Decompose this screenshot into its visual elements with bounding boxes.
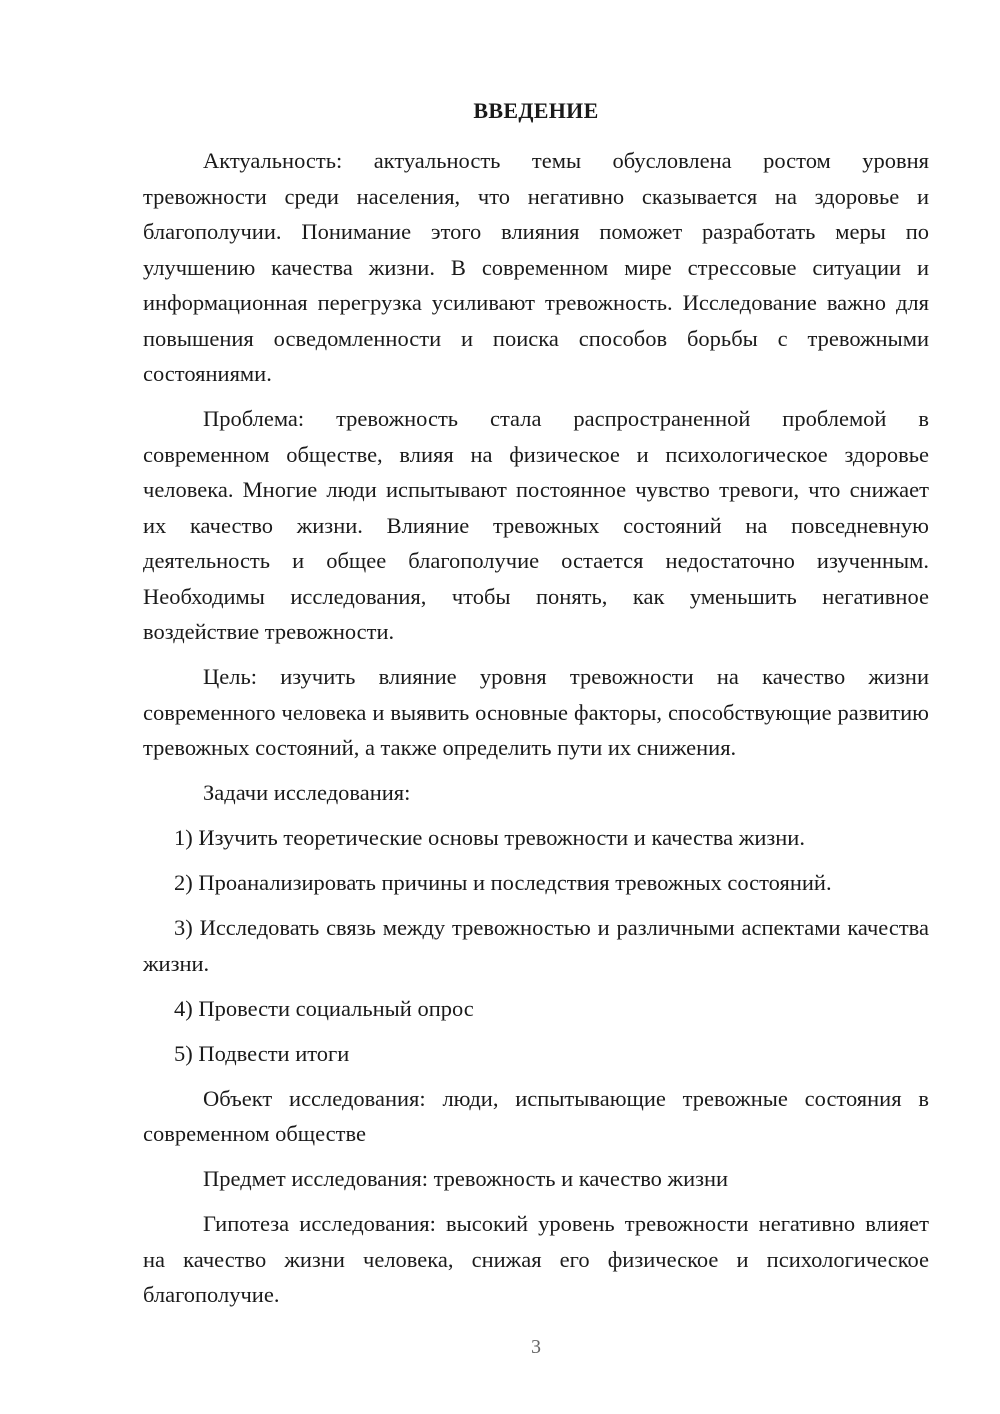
hypothesis-paragraph: Гипотеза исследования: высокий уровень тревожности негативно влияет на качество жизни человека, снижая его физическое и психологическое благополучие. bbox=[143, 1211, 929, 1307]
goal-paragraph: Цель: изучить влияние уровня тревожности на качество жизни современного человека и выявить основные факторы, способствующие развитию тревожных состояний, а также определить пути их снижения. bbox=[143, 664, 929, 760]
task-item: 5) Подвести итоги bbox=[174, 1040, 350, 1066]
object-paragraph: Объект исследования: люди, испытывающие тревожные состояния в современном обществе bbox=[143, 1085, 929, 1146]
task-item: 3) Исследовать связь между тревожностью и различными аспектами качества жизни. bbox=[143, 915, 929, 976]
page-title: ВВЕДЕНИЕ bbox=[473, 98, 599, 123]
tasks-heading: Задачи исследования: bbox=[203, 780, 411, 805]
document-body bbox=[143, 143, 929, 1322]
problem-paragraph: Проблема: тревожность стала распространенной проблемой в современном обществе, влияя на физическое и психологическое здоровье человека. Многие люди испытывают постоянное чувство тревоги, что снижает их качество жизни. Влияние тревожных состояний на повседневную деятельность и общее благополучие остается недостаточно изученным. Необходимы исследования, чтобы понять, как уменьшить негативное воздействие тревожности. bbox=[143, 406, 929, 644]
task-item: 1) Изучить теоретические основы тревожности и качества жизни. bbox=[174, 825, 805, 850]
page-number: 3 bbox=[531, 1336, 541, 1358]
subject-paragraph: Предмет исследования: тревожность и качество жизни bbox=[203, 1166, 729, 1191]
relevance-paragraph: Актуальность: актуальность темы обусловлена ростом уровня тревожности среди населения, что негативно сказывается на здоровье и благополучии. Понимание этого влияния поможет разработать меры по улучшению качества жизни. В современном мире стрессовые ситуации и информационная перегрузка усиливают тревожность. Исследование важно для повышения осведомленности и поиска способов борьбы с тревожными состояниями. bbox=[143, 148, 929, 386]
task-item: 2) Проанализировать причины и последствия тревожных состояний. bbox=[174, 870, 832, 895]
task-item: 4) Провести социальный опрос bbox=[174, 995, 474, 1021]
